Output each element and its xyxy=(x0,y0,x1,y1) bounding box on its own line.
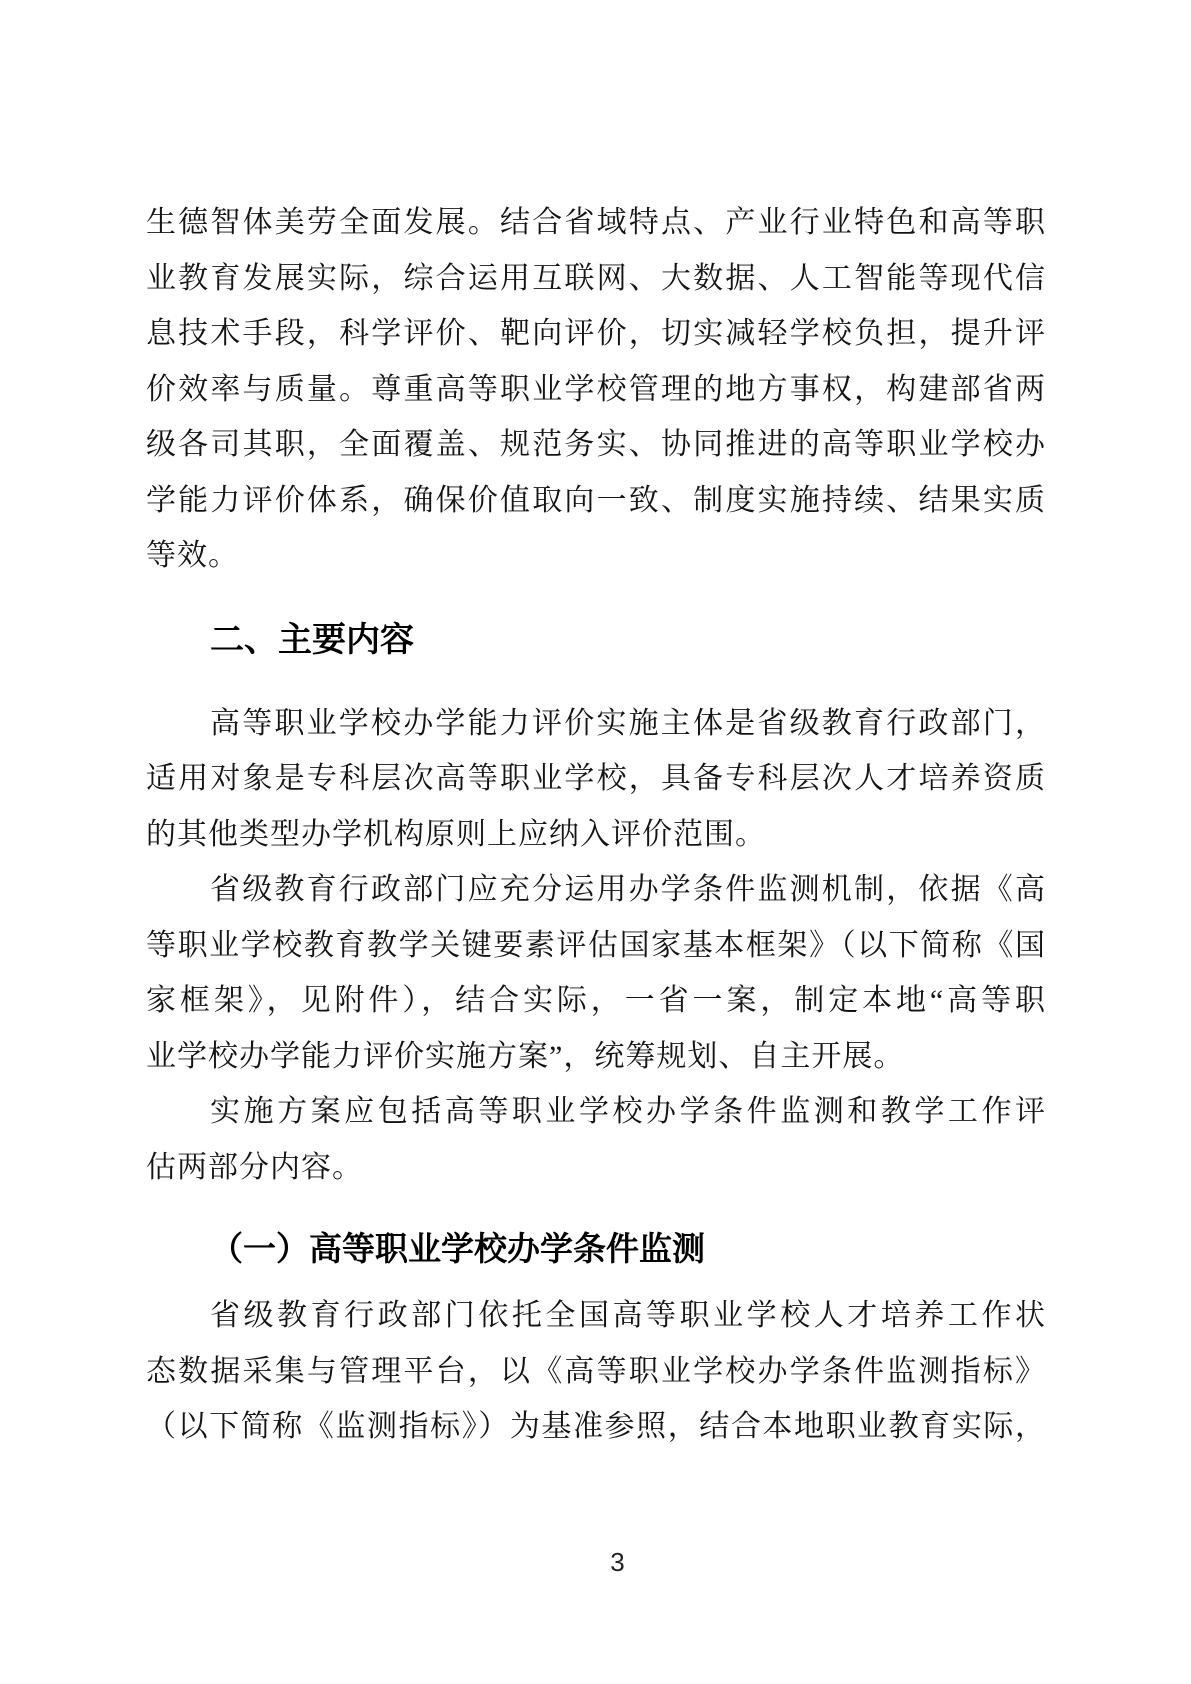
text-line: 息技术手段，科学评价、靶向评价，切实减轻学校负担，提升评 xyxy=(146,317,1046,350)
text-line: 等职业学校教育教学关键要素评估国家基本框架》（以下简称《国 xyxy=(146,928,1046,962)
subsection-heading: （一）高等职业学校办学条件监测 xyxy=(210,1232,705,1268)
page-number: 3 xyxy=(610,1547,625,1577)
section-heading: 二、主要内容 xyxy=(210,620,414,659)
text-line: 实施方案应包括高等职业学校办学条件监测和教学工作评 xyxy=(210,1095,1046,1128)
text-line: （以下简称《监测指标》）为基准参照，结合本地职业教育实际， xyxy=(146,1410,1046,1443)
text-line: 家框架》，见附件），结合实际，一省一案，制定本地“高等职 xyxy=(146,984,1046,1017)
text-line: 学能力评价体系，确保价值取向一致、制度实施持续、结果实质 xyxy=(146,483,1046,517)
text-line: 高等职业学校办学能力评价实施主体是省级教育行政部门， xyxy=(210,706,1046,740)
text-line: 的其他类型办学机构原则上应纳入评价范围。 xyxy=(146,817,766,851)
text-line: 级各司其职，全面覆盖、规范务实、协同推进的高等职业学校办 xyxy=(146,428,1046,461)
text-line: 适用对象是专科层次高等职业学校，具备专科层次人才培养资质 xyxy=(146,762,1046,795)
document-content xyxy=(146,195,1046,1455)
text-line: 业教育发展实际，综合运用互联网、大数据、人工智能等现代信 xyxy=(146,261,1046,295)
text-line: 等效。 xyxy=(146,539,239,572)
text-line: 估两部分内容。 xyxy=(146,1150,363,1184)
page-footer xyxy=(0,1547,1191,1578)
text-line: 价效率与质量。尊重高等职业学校管理的地方事权，构建部省两 xyxy=(146,372,1046,406)
text-line: 省级教育行政部门依托全国高等职业学校人才培养工作状 xyxy=(210,1299,1046,1332)
text-line: 业学校办学能力评价实施方案”，统筹规划、自主开展。 xyxy=(146,1039,905,1073)
text-line: 生德智体美劳全面发展。结合省域特点、产业行业特色和高等职 xyxy=(146,206,1046,239)
text-line: 态数据采集与管理平台，以《高等职业学校办学条件监测指标》 xyxy=(146,1354,1046,1388)
text-line: 省级教育行政部门应充分运用办学条件监测机制，依据《高 xyxy=(210,873,1046,906)
